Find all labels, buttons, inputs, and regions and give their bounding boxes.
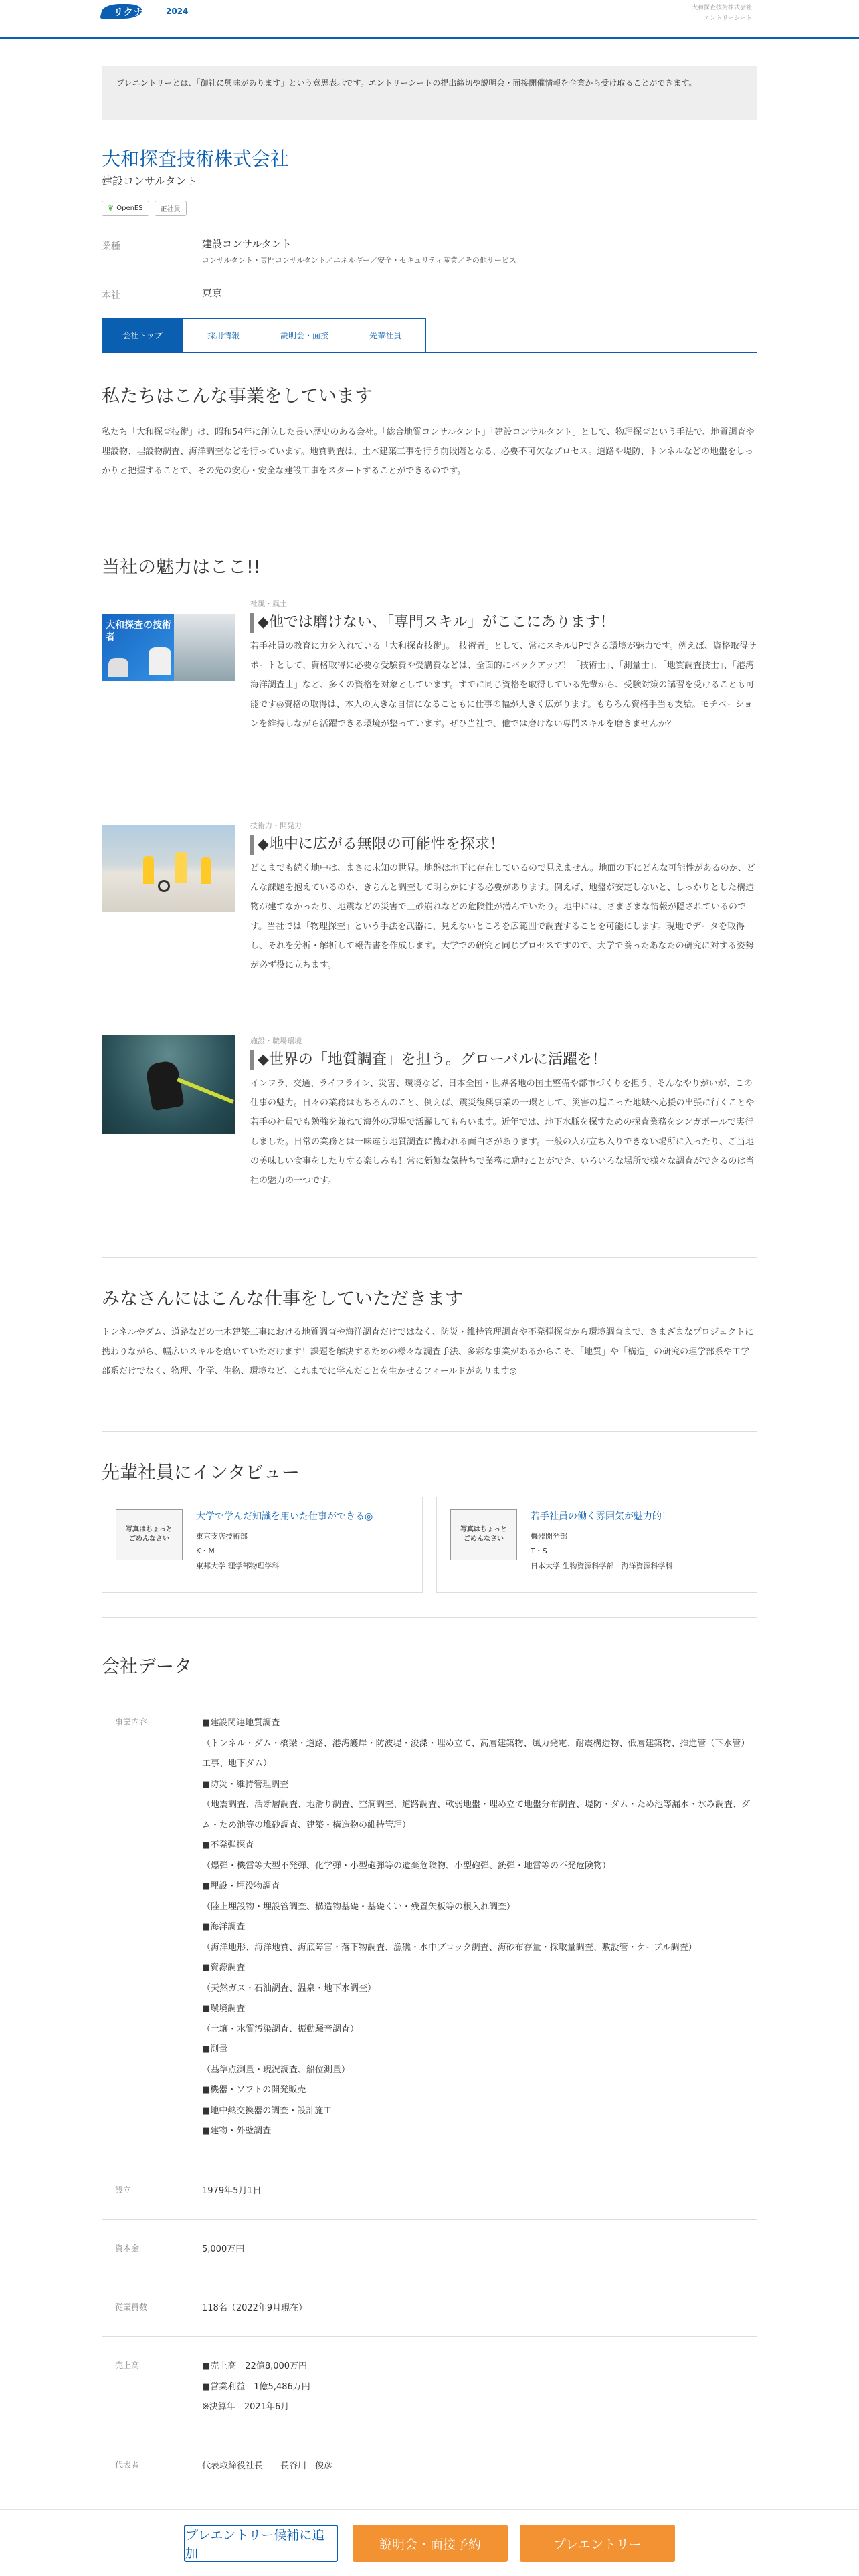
business-lines xyxy=(202,1713,757,2142)
tab-seminar[interactable]: 説明会・面接 xyxy=(264,318,345,352)
business-label: 事業内容 xyxy=(115,1717,148,1727)
charm-title-2: ◆地中に広がる無限の可能性を探求！ xyxy=(250,835,757,855)
charm-image-3 xyxy=(102,1035,235,1134)
interview-dept-1: 東京支店技術部 xyxy=(196,1532,248,1541)
business-detail: （地震調査、活断層調査、地滑り調査、空洞調査、道路調査、軟弱地盤・埋め立て地盤分布調査、堤防・ダム・ため池等漏水・氷み調査、ダム・ため池等の堆砂調査、建築・構造物の維持管理） xyxy=(202,1800,751,1830)
hq-value: 東京 xyxy=(202,287,223,299)
business-category: ■海洋調査 xyxy=(202,1922,246,1932)
pre-entry-notice: プレエントリーとは、「御社に興味があります」という意思表示です。エントリーシートの提出締切や説明会・面接開催情報を企業から受け取ることができます。 xyxy=(102,66,757,120)
industry-main: 建設コンサルタント xyxy=(202,238,292,250)
data-row-line: ■売上高 22億8,000万円 xyxy=(202,2361,308,2371)
data-row-label: 売上高 xyxy=(115,2361,140,2370)
tab-senior-staff[interactable]: 先輩社員 xyxy=(345,318,426,352)
site-header xyxy=(0,0,859,39)
badge-fulltime xyxy=(155,201,187,216)
charm-image-1 xyxy=(102,614,235,681)
charm-tag-2: 技術力・開発力 xyxy=(250,821,302,830)
photo-placeholder: 写真はちょっと ごめんなさい xyxy=(450,1509,517,1560)
data-row-line: 1979年5月1日 xyxy=(202,2185,262,2196)
tab-company-top[interactable]: 会社トップ xyxy=(102,318,183,352)
industry-sub: コンサルタント・専門コンサルタント／エネルギー／安全・セキュリティ産業／その他サービス xyxy=(202,256,516,265)
data-row-label: 設立 xyxy=(115,2185,132,2195)
business-category: ■機器・ソフトの開発販売 xyxy=(202,2085,306,2095)
business-category: ■測量 xyxy=(202,2044,228,2054)
badge-fulltime-label: 正社員 xyxy=(160,206,181,213)
data-row xyxy=(102,2436,757,2495)
business-category: ■建物・外壁調査 xyxy=(202,2126,272,2136)
business-category: ■不発弾探査 xyxy=(202,1840,254,1850)
charm-text-2: どこまでも続く地中は、まさに未知の世界。地盤は地下に存在しているので見えません。地面の下にどんな可能性があるのか、どんな課題を抱えているのか、きちんと調査して明らかにする必要があります。例えば、地盤が安定しないと、しっかりとした構造物が建てなかったり、地震などの災害で土砂崩れなどの危険性が潜んでいたり。地中には、さまざまな情報が隠されているのです。当社では「物理探査」という手法を武器に、見えないところを広範囲で調査することを可能にします。現地でデータを取得し、それを分析・解析して報告書を作成します。大学での研究と同じプロセスですので、大学で養ったあなたの研究に対する姿勢が必ず役に立ちます。 xyxy=(250,863,755,970)
charm-text-3: インフラ、交通、ライフライン、災害、環境など、日本全国・世界各地の国土整備や都市づくりを担う、そんなやりがいが、この仕事の魅力。日々の業務はもちろんのこと、例えば、震災復興事業の一環として、災害の起こった地域へ応援の出張に行くことや若手の社員でも勉強を兼ねて海外の現場で活躍してもらいます。近年では、地下水脈を探すための探査業務をシンガポールで実行しました。日常の業務とは一味違う地質調査に携われる面白さがあります。一般の人が立ち入りできない場所に入ったり、ご当地の美味しい食事をしたりする楽しみも！常に新鮮な気持ちで業務に励むことができ、いろいろな場所で様々な調査ができるのは当社の魅力の一つです。 xyxy=(250,1079,755,1186)
people-photo xyxy=(174,614,235,681)
data-row-value xyxy=(202,2240,757,2260)
seminar-reserve-button[interactable]: 説明会・面接予約 xyxy=(353,2525,508,2562)
charm-image-1-caption: 大和探査の技術者 xyxy=(106,620,171,643)
company-data-heading: 会社データ xyxy=(102,1656,192,1677)
business-detail: （天然ガス・石油調査、温泉・地下水調査） xyxy=(202,1983,377,1994)
company-info xyxy=(102,233,757,306)
data-row xyxy=(102,2220,757,2278)
interview-school-2: 日本大学 生物資源科学部 海洋資源科学科 xyxy=(531,1562,673,1570)
business-category: ■環境調査 xyxy=(202,2004,246,2014)
diver-figure xyxy=(145,1059,184,1111)
data-row xyxy=(102,2337,757,2436)
data-row-value xyxy=(202,2181,757,2202)
interview-title-2[interactable]: 若手社員の働く雰囲気が魅力的！ xyxy=(531,1511,671,1522)
header-es-link[interactable]: エントリーシート xyxy=(704,15,752,22)
pre-entry-button[interactable]: プレエントリー xyxy=(520,2525,675,2562)
tab-recruit-info[interactable]: 採用情報 xyxy=(183,318,264,352)
worker-figure-3 xyxy=(201,857,211,884)
interview-title-1[interactable]: 大学で学んだ知識を用いた仕事ができる◎ xyxy=(196,1511,373,1522)
work-heading: みなさんにはこんな仕事をしていただきます xyxy=(102,1289,463,1309)
person-figure-2 xyxy=(108,658,128,677)
bottom-action-bar xyxy=(0,2509,859,2576)
charm-image-2 xyxy=(102,825,235,912)
badge-openes xyxy=(102,201,149,216)
rikunabi-logo[interactable] xyxy=(102,3,188,20)
divider xyxy=(102,1431,757,1432)
interview-initials-2: T・S xyxy=(531,1547,547,1555)
charm-title-1: ◆他では磨けない、「専門スキル」がここにあります！ xyxy=(250,613,757,633)
data-row xyxy=(102,2161,757,2220)
data-row-line: 代表取締役社長 長谷川 俊彦 xyxy=(202,2460,333,2471)
interview-school-1: 東邦大学 理学部物理学科 xyxy=(196,1562,280,1570)
data-row-line: 118名（2022年9月現在） xyxy=(202,2302,308,2313)
business-detail: （爆弾・機雷等大型不発弾、化学弾・小型砲弾等の遺棄危険物、小型砲弾、銃弾・地雷等の不発危険物） xyxy=(202,1860,611,1871)
info-row-industry xyxy=(102,233,757,270)
business-detail: （トンネル・ダム・橋梁・道路、港湾護岸・防波堤・浚渫・埋め立て、高層建築物、風力発電、耐震構造物、低層建築物、推進管（下水管）工事、地下ダム） xyxy=(202,1738,750,1769)
badge-list xyxy=(102,201,757,216)
charm-heading: 当社の魅力はここ!! xyxy=(102,557,261,578)
header-right-links xyxy=(692,3,752,24)
business-category: ■資源調査 xyxy=(202,1963,246,1973)
data-row-line: 5,000万円 xyxy=(202,2244,245,2254)
badge-openes-label: OpenES xyxy=(116,205,143,212)
work-text: トンネルやダム、道路などの土木建築工事における地質調査や海洋調査だけではなく、防災・維持管理調査や不発弾探査から環境調査まで、さまざまなプロジェクトに携わりながら、幅広いスキルを磨いていただけます！課題を解決するための様々な調査手法、多彩な事業があるからこそ、「地質」や「構造」の研究の理学部系や工学部系だけでなく、物理、化学、生物、環境など、これまでに学んだことを生かせるフィールドがあります◎ xyxy=(102,1327,754,1376)
charm-item-3 xyxy=(102,1035,757,1190)
industry-label: 業種 xyxy=(102,241,120,252)
business-category: ■防災・維持管理調査 xyxy=(202,1779,289,1790)
charm-tag-3: 施設・職場環境 xyxy=(250,1037,302,1045)
data-row-label: 従業員数 xyxy=(115,2302,148,2312)
data-row-label: 代表者 xyxy=(115,2460,140,2470)
measuring-rod xyxy=(177,1077,234,1103)
header-company-link[interactable]: 大和探査技術株式会社 xyxy=(691,5,752,11)
company-data-table xyxy=(102,1692,757,2494)
logo-year: 2024 xyxy=(166,7,189,16)
data-row-line: ■営業利益 1億5,486万円 xyxy=(202,2381,310,2392)
photo-placeholder: 写真はちょっと ごめんなさい xyxy=(116,1509,183,1560)
data-row-value xyxy=(202,2298,757,2319)
data-row-line: ※決算年 2021年6月 xyxy=(202,2402,290,2412)
business-detail: （海洋地形、海洋地質、海底障害・落下物調査、漁礁・水中ブロック調査、海砂布存量・採取量調査、敷設管・ケーブル調査） xyxy=(202,1942,697,1953)
interview-dept-2: 機器開発部 xyxy=(531,1532,567,1541)
business-category: ■地中熱交換器の調査・設計施工 xyxy=(202,2105,332,2116)
business-text: 私たち「大和探査技術」は、昭和54年に創立した長い歴史のある会社。「総合地質コンサルタント」「建設コンサルタント」として、物理探査という手法で、地質調査や埋設物、埋設物調査、海洋調査などを行っています。地質調査は、土木建築工事を行う前段階となる、必要不可欠なプロセス。道路や堤防、トンネルなどの地盤をしっかりと把握することで、その先の安心・安全な建設工事をスタートすることができるのです。 xyxy=(102,427,755,476)
logo-text: リクナビ xyxy=(114,7,154,18)
interview-card-2[interactable] xyxy=(436,1497,757,1593)
divider xyxy=(102,1257,757,1258)
leaf-icon: ❦ xyxy=(108,204,114,213)
charm-item-1 xyxy=(102,598,757,734)
charm-title-3: ◆世界の「地質調査」を担う。グローバルに活躍を！ xyxy=(250,1050,757,1070)
data-row-value xyxy=(202,2357,757,2418)
person-figure-1 xyxy=(149,647,171,675)
data-row-label: 資本金 xyxy=(115,2244,140,2253)
business-detail: （基準点測量・現況調査、船位測量） xyxy=(202,2064,351,2075)
charm-item-2 xyxy=(102,820,757,975)
charm-text-1: 若手社員の教育に力を入れている「大和探査技術」。「技術者」として、常にスキルUPできる環境が魅力です。例えば、資格取得サポートとして、資格取得に必要な受験費や受講費などは、全面的にバックアップ！「技術士」、「測量士」、「地質調査技士」、「港湾海洋調査士」など、多くの資格を対象としています。すでに同じ資格を取得している先輩から、受験対策の講習を受けることも可能です◎資格の取得は、本人の大きな自信になることもに仕事の幅が大きく広がります。もちろん資格手当も支給。モチベーションを維持しながら活躍できる環境が整っています。ぜひ当社で、他では磨けない専門スキルを磨きませんか？ xyxy=(250,641,757,729)
interview-cards xyxy=(102,1497,757,1593)
data-row-value xyxy=(202,2456,757,2477)
info-row-hq xyxy=(102,282,757,306)
worker-figure-1 xyxy=(143,856,154,884)
business-detail: （陸上埋設物・埋設管調査、構造物基礎・基礎くい・残置矢板等の根入れ調査） xyxy=(202,1901,516,1912)
add-candidate-button[interactable]: プレエントリー候補に追加 xyxy=(184,2525,338,2562)
interview-card-1[interactable] xyxy=(102,1497,423,1593)
interview-heading: 先輩社員にインタビュー xyxy=(102,1463,300,1483)
data-row xyxy=(102,2278,757,2337)
interview-initials-1: K・M xyxy=(196,1547,215,1555)
hq-label: 本社 xyxy=(102,290,120,301)
business-category: ■建設関連地質調査 xyxy=(202,1718,280,1728)
business-heading: 私たちはこんな事業をしています xyxy=(102,386,373,407)
business-detail: （土壌・水質汚染調査、振動騒音調査） xyxy=(202,2024,359,2034)
charm-tag-1: 社風・風土 xyxy=(250,599,287,608)
worker-figure-2 xyxy=(175,852,187,883)
company-type: 建設コンサルタント xyxy=(102,175,197,187)
company-tabs xyxy=(102,318,757,353)
data-row-business xyxy=(102,1692,757,2161)
survey-wheel xyxy=(158,880,170,892)
business-category: ■埋設・埋没物調査 xyxy=(202,1881,280,1891)
company-name: 大和探査技術株式会社 xyxy=(102,148,290,170)
divider xyxy=(102,1617,757,1618)
